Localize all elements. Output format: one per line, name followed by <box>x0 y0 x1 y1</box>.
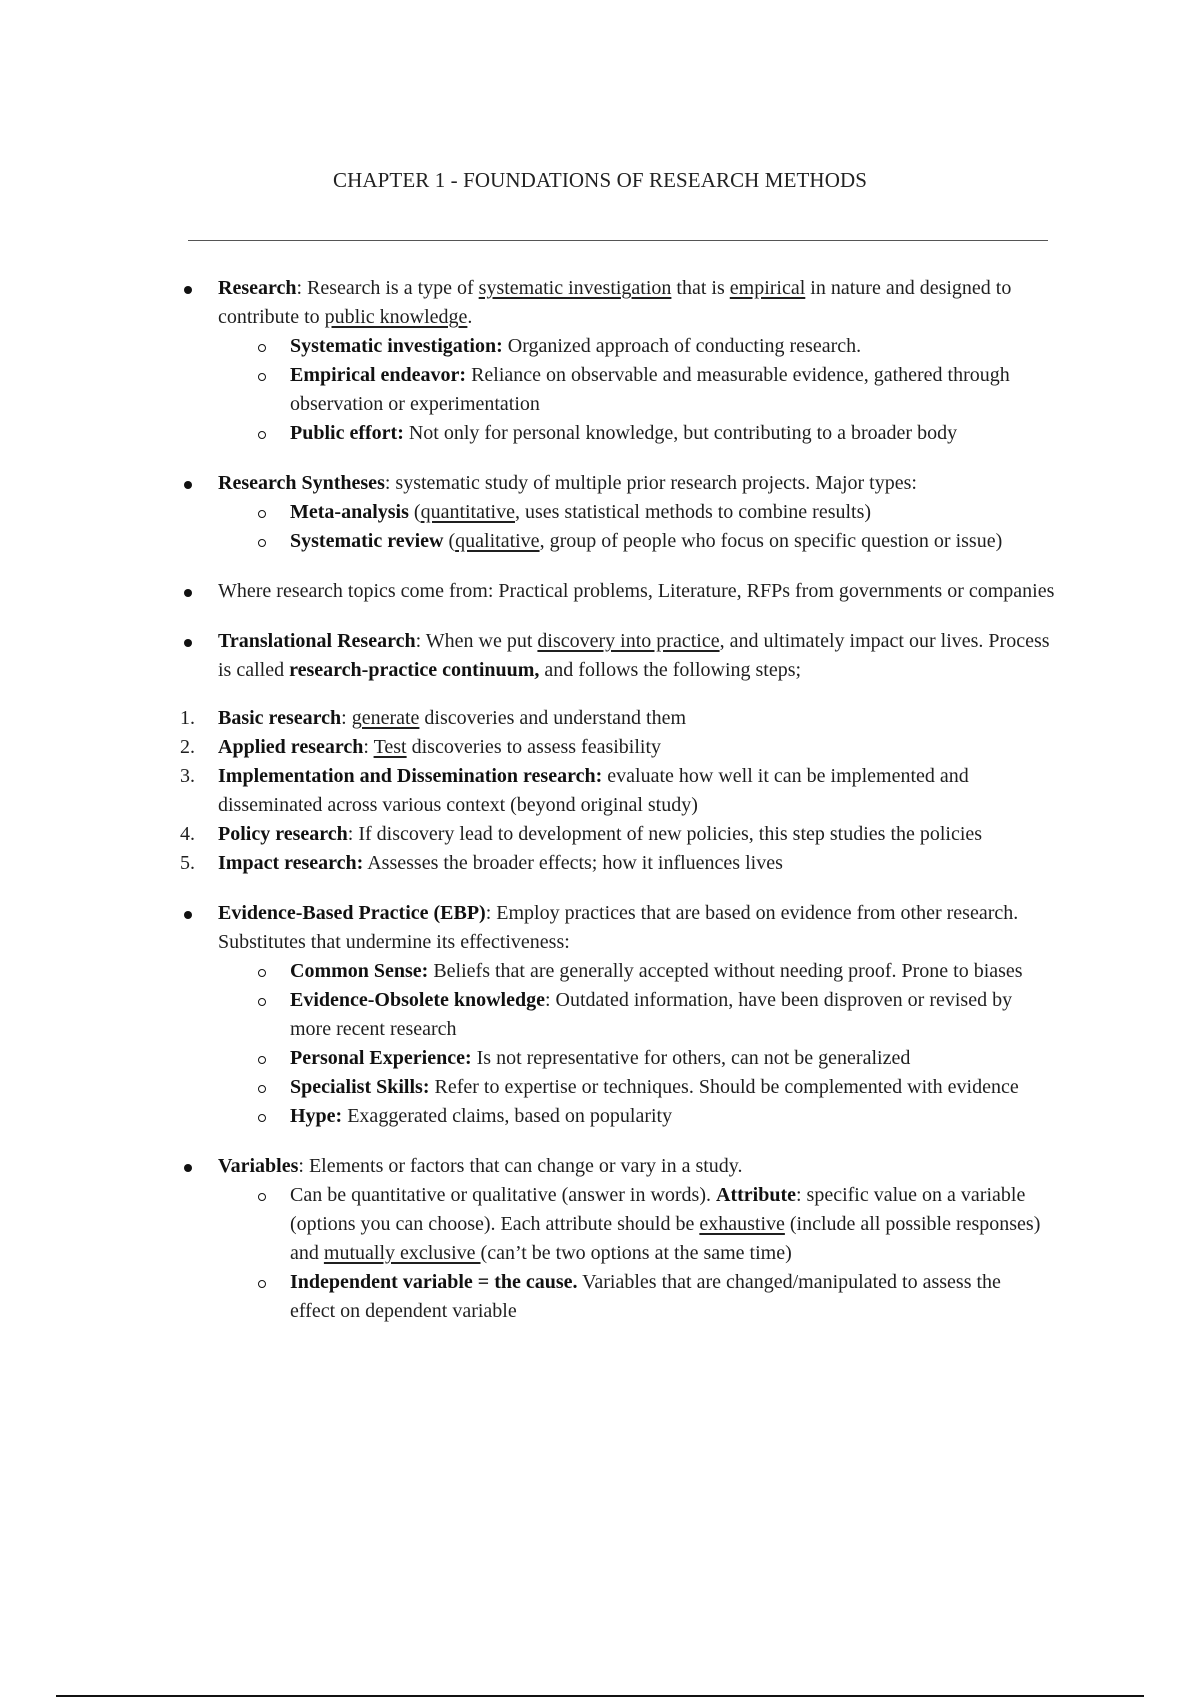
bullet-research: Research: Research is a type of systematic investigation that is empirical in nature and designed to contribute to public knowledge. <box>218 274 1058 332</box>
sub-bullet-hype: Hype: Exaggerated claims, based on popularity <box>290 1102 1050 1131</box>
underline-public-knowledge: public knowledge <box>324 306 468 328</box>
page-title: CHAPTER 1 - FOUNDATIONS OF RESEARCH METHODS <box>332 168 868 192</box>
sub-bullet-personal-experience: Personal Experience: Is not representative for others, can not be generalized <box>290 1044 1050 1073</box>
bullet-translational-research: Translational Research: When we put discovery into practice, and ultimately impact our lives. Process is called research-practice continuum, and follows the following steps; <box>218 627 1058 685</box>
sub-bullet-independent-variable: Independent variable = the cause. Variables that are changed/manipulated to assess the effect on dependent variable <box>290 1268 1050 1326</box>
bullet-research-syntheses: Research Syntheses: systematic study of multiple prior research projects. Major types: <box>218 469 1058 498</box>
underline-systematic-investigation: systematic investigation <box>478 277 672 299</box>
sub-bullet-attribute: Can be quantitative or qualitative (answer in words). Attribute: specific value on a variable (options you can choose). Each attribute should be exhaustive (include all possible responses) and mutually exclusive (can’t be two options at the same time) <box>290 1181 1050 1268</box>
sub-bullet-systematic-review: Systematic review (qualitative, group of people who focus on specific question or issue) <box>290 527 1050 556</box>
bullet-evidence-based-practice: Evidence-Based Practice (EBP): Employ practices that are based on evidence from other research. Substitutes that undermine its effectiveness: <box>218 899 1058 957</box>
title-divider <box>188 240 1048 241</box>
page-bottom-rule <box>56 1695 1144 1697</box>
sub-bullet-evidence-obsolete: Evidence-Obsolete knowledge: Outdated information, have been disproven or revised by more recent research <box>290 986 1050 1044</box>
sub-bullet-specialist-skills: Specialist Skills: Refer to expertise or techniques. Should be complemented with evidence <box>290 1073 1050 1102</box>
step-item: 5. Impact research: Assesses the broader effects; how it influences lives <box>180 852 783 874</box>
notes-content <box>0 274 1200 1326</box>
sub-bullet-empirical-endeavor: Empirical endeavor: Reliance on observable and measurable evidence, gathered through observation or experimentation <box>290 361 1050 419</box>
bullet-variables: Variables: Elements or factors that can change or vary in a study. <box>218 1152 1058 1181</box>
sub-bullet-public-effort: Public effort: Not only for personal knowledge, but contributing to a broader body <box>290 419 1050 448</box>
bullet-research-topics: Where research topics come from: Practical problems, Literature, RFPs from governments or companies <box>218 577 1058 606</box>
sub-bullet-meta-analysis: Meta-analysis (quantitative, uses statistical methods to combine results) <box>290 498 1050 527</box>
step-item: 4. Policy research: If discovery lead to development of new policies, this step studies the policies <box>180 823 983 845</box>
term-research: Research <box>218 277 297 299</box>
sub-bullet-systematic-investigation: Systematic investigation: Organized approach of conducting research. <box>290 332 1050 361</box>
step-item: 2. Applied research: Test discoveries to assess feasibility <box>180 736 662 758</box>
step-item: 1. Basic research: generate discoveries and understand them <box>180 707 687 729</box>
underline-empirical: empirical <box>729 277 806 299</box>
step-item: 3. Implementation and Dissemination research: evaluate how well it can be implemented and disseminated across various context (beyond original study) <box>180 765 969 816</box>
sub-bullet-common-sense: Common Sense: Beliefs that are generally accepted without needing proof. Prone to biases <box>290 957 1050 986</box>
